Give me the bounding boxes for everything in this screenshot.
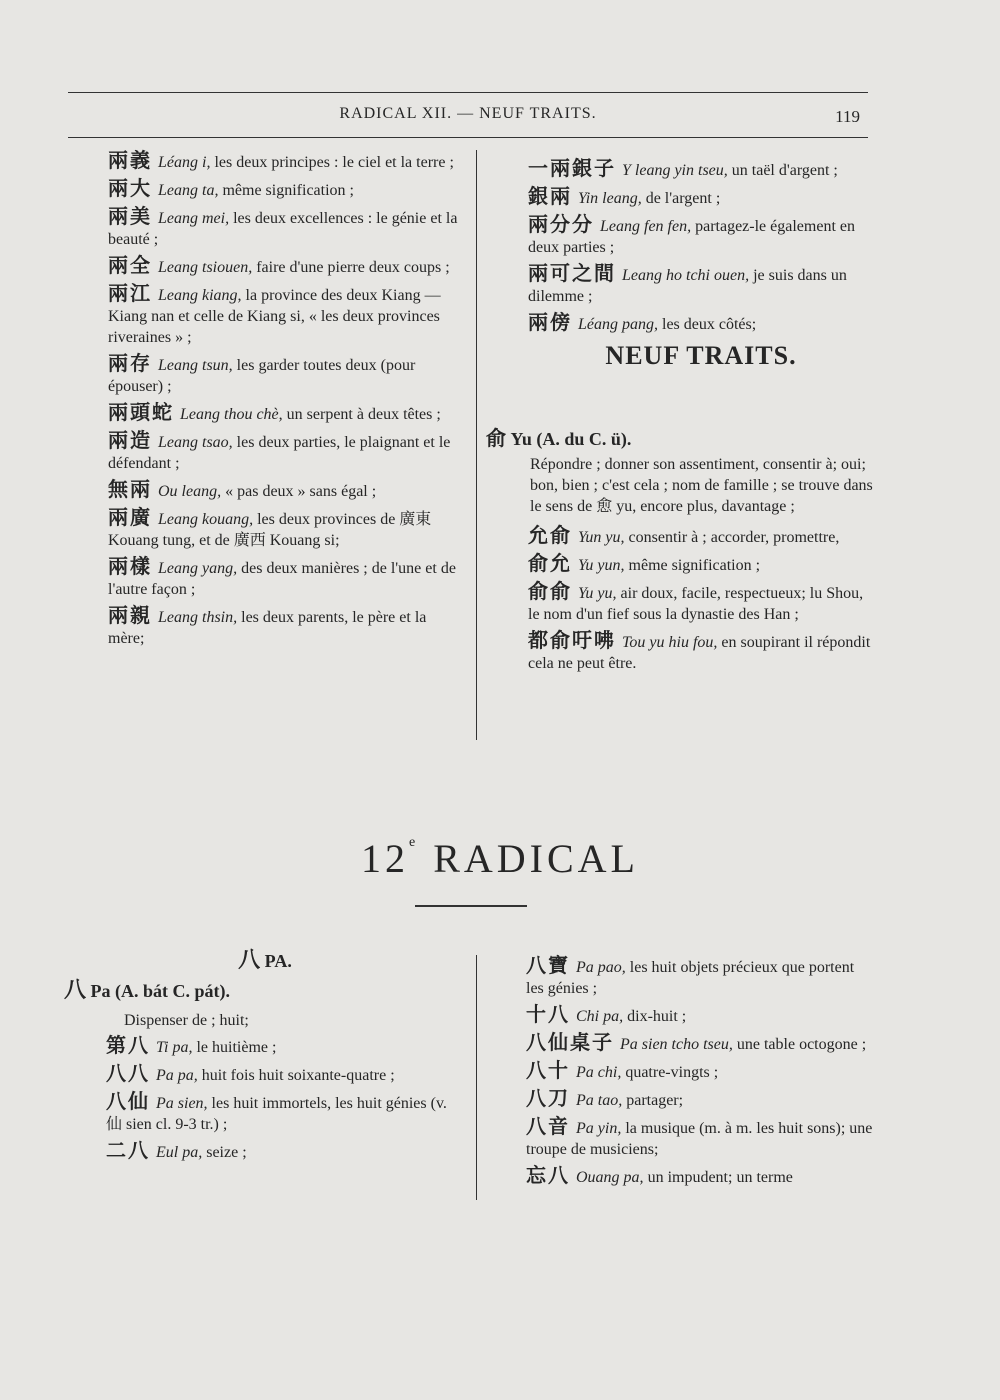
- leang-entry-romanization: Ou leang,: [158, 483, 222, 500]
- leang-entry-characters: 兩大: [108, 176, 152, 200]
- leang-right-entry-romanization: Leang fen fen,: [600, 218, 692, 235]
- yu-entry-romanization: Yu yu,: [578, 585, 617, 602]
- pa-right-entry-definition: dix-huit ;: [623, 1008, 687, 1025]
- pa-right-entry-definition: les huit objets précieux que portent les génies ;: [526, 959, 855, 997]
- pa-right-entry-romanization: Pa pao,: [576, 959, 626, 976]
- leang-entry-definition: les garder toutes deux (pour épouser) ;: [108, 357, 416, 395]
- pa-heading: [64, 950, 466, 972]
- leang-right-entry-characters: 銀兩: [528, 184, 572, 208]
- yu-entry-characters: 都俞吁咈: [528, 628, 616, 652]
- leang-entry-definition: les deux parents, le père et la mère;: [108, 609, 427, 647]
- pa-right-entry-characters: 八刀: [526, 1086, 570, 1110]
- leang-entry-definition: un serpent à deux têtes ;: [282, 406, 441, 423]
- leang-entry: [108, 206, 466, 250]
- pa-left-entry-romanization: Ti pa,: [156, 1039, 193, 1056]
- yu-entry-characters: 允俞: [528, 523, 572, 547]
- leang-entry-definition: les deux provinces de 廣東 Kouang tung, et de 廣西 Kouang si;: [108, 511, 432, 549]
- upper-right-column: [528, 158, 874, 374]
- leang-right-entry-romanization: Léang pang,: [578, 316, 658, 333]
- yu-entry-head: [486, 428, 874, 450]
- pa-right-entry-romanization: Pa sien tcho tseu,: [620, 1036, 733, 1053]
- leang-right-entry-definition: de l'argent ;: [641, 190, 721, 207]
- leang-right-entry: [528, 186, 874, 209]
- yu-character: 俞: [486, 426, 506, 450]
- pa-right-entry: [526, 1116, 874, 1160]
- leang-entry-romanization: Leang kiang,: [158, 287, 242, 304]
- leang-entry-definition: la province des deux Kiang — Kiang nan et celle de Kiang si, « les deux provinces riveraines » ;: [108, 287, 441, 346]
- leang-entry: [108, 605, 466, 649]
- pa-right-entry-definition: la musique (m. à m. les huit sons); une troupe de musiciens;: [526, 1120, 873, 1158]
- pa-entry-text: Pa (A. bát C. pát).: [86, 981, 231, 1001]
- yu-entry-characters: 俞允: [528, 551, 572, 575]
- radical-number: 12: [361, 836, 409, 881]
- running-header: [68, 92, 868, 138]
- leang-right-entry-definition: partagez-le également en deux parties ;: [528, 218, 855, 256]
- yu-entry-definition: air doux, facile, respectueux; lu Shou, le nom d'un fief sous la dynastie des Han ;: [528, 585, 864, 623]
- pa-right-entry-romanization: Ouang pa,: [576, 1169, 644, 1186]
- leang-entry: [108, 150, 466, 173]
- yu-entry-definition: consentir à ; accorder, promettre,: [624, 529, 840, 546]
- lower-right-column: [526, 955, 874, 1193]
- leang-right-entry-characters: 兩傍: [528, 310, 572, 334]
- pa-left-entry: [106, 1035, 466, 1058]
- leang-entry-definition: « pas deux » sans égal ;: [221, 483, 377, 500]
- leang-entry: [108, 178, 466, 201]
- leang-right-entry-definition: un taël d'argent ;: [727, 162, 838, 179]
- leang-entry: [108, 353, 466, 397]
- leang-entry: [108, 402, 466, 425]
- pa-left-entry-romanization: Pa sien,: [156, 1095, 208, 1112]
- leang-entry-romanization: Leang tsun,: [158, 357, 233, 374]
- radical-rule: [415, 905, 527, 907]
- pa-left-entry: [106, 1140, 466, 1163]
- pa-right-entry-definition: partager;: [622, 1092, 684, 1109]
- leang-right-entry: [528, 263, 874, 307]
- leang-entry-characters: 兩親: [108, 603, 152, 627]
- leang-entry-characters: 兩義: [108, 148, 152, 172]
- pa-left-entry: [106, 1063, 466, 1086]
- leang-entry: [108, 430, 466, 474]
- leang-right-entry-romanization: Yin leang,: [578, 190, 642, 207]
- leang-right-entry-romanization: Y leang yin tseu,: [622, 162, 728, 179]
- leang-right-entry-romanization: Leang ho tchi ouen,: [622, 267, 750, 284]
- pa-left-entry-definition: huit fois huit soixante-quatre ;: [197, 1067, 395, 1084]
- leang-entry-definition: faire d'une pierre deux coups ;: [252, 259, 450, 276]
- pa-left-entry: [106, 1091, 466, 1135]
- leang-entry-characters: 兩存: [108, 351, 152, 375]
- pa-left-entry-characters: 第八: [106, 1033, 150, 1057]
- leang-entry-definition: les deux principes : le ciel et la terre ;: [210, 154, 454, 171]
- pa-character: 八: [64, 978, 87, 1003]
- header-title: RADICAL XII. — NEUF TRAITS.: [339, 105, 597, 122]
- pa-right-entry: [526, 1004, 874, 1027]
- leang-entry-definition: les deux parties, le plaignant et le défendant ;: [108, 434, 451, 472]
- pa-right-entry: [526, 1088, 874, 1111]
- pa-heading-text: PA.: [260, 951, 292, 971]
- yu-entry: [528, 525, 874, 548]
- section-heading-neuf-traits: NEUF TRAITS.: [605, 341, 797, 370]
- leang-entry-characters: 兩頭蛇: [108, 400, 174, 424]
- leang-entry: [108, 255, 466, 278]
- leang-right-entry-characters: 兩可之間: [528, 261, 616, 285]
- leang-entry-romanization: Leang tsiouen,: [158, 259, 253, 276]
- leang-entry-definition: des deux manières ; de l'une et de l'autre façon ;: [108, 560, 456, 598]
- pa-right-entry-definition: quatre-vingts ;: [621, 1064, 719, 1081]
- leang-right-entry-definition: les deux côtés;: [658, 316, 757, 333]
- leang-right-entry-characters: 兩分分: [528, 212, 594, 236]
- pa-left-entry-romanization: Pa pa,: [156, 1067, 198, 1084]
- leang-entry-characters: 兩樣: [108, 554, 152, 578]
- leang-right-entry: [528, 214, 874, 258]
- pa-right-entry-romanization: Chi pa,: [576, 1008, 624, 1025]
- pa-right-entry-characters: 八十: [526, 1058, 570, 1082]
- leang-right-entry: [528, 312, 874, 335]
- radical-title: [0, 835, 1000, 882]
- leang-entry-romanization: Leang yang,: [158, 560, 238, 577]
- pa-left-entry-characters: 八仙: [106, 1089, 150, 1113]
- pa-right-entry-definition: un impudent; un terme: [643, 1169, 793, 1186]
- yu-entry-romanization: Tou yu hiu fou,: [622, 634, 718, 651]
- pa-right-entry: [526, 1032, 874, 1055]
- leang-entry-definition: même signification ;: [218, 182, 354, 199]
- yu-entry-characters: 俞俞: [528, 579, 572, 603]
- pa-right-entry-romanization: Pa yin,: [576, 1120, 622, 1137]
- pa-left-entry-definition: seize ;: [202, 1144, 247, 1161]
- yu-head-text: Yu (A. du C. ü).: [506, 429, 632, 449]
- pa-right-entry-definition: une table octogone ;: [732, 1036, 867, 1053]
- pa-heading-character: 八: [238, 948, 261, 973]
- pa-left-entry-characters: 二八: [106, 1138, 150, 1162]
- upper-column-divider: [476, 150, 477, 740]
- upper-left-column: [108, 150, 466, 654]
- pa-entry-head: [64, 980, 466, 1002]
- leang-right-entry-definition: je suis dans un dilemme ;: [528, 267, 847, 305]
- leang-entry-characters: 兩廣: [108, 505, 152, 529]
- yu-entry-definition: en soupirant il répondit cela ne peut être.: [528, 634, 871, 672]
- leang-entry-romanization: Léang i,: [158, 154, 211, 171]
- pa-right-entry-characters: 忘八: [526, 1163, 570, 1187]
- yu-entry: [528, 553, 874, 576]
- leang-entry-romanization: Leang mei,: [158, 210, 230, 227]
- pa-right-entry: [526, 955, 874, 999]
- leang-entry: [108, 283, 466, 348]
- leang-entry-romanization: Leang ta,: [158, 182, 219, 199]
- pa-right-entry-characters: 八音: [526, 1114, 570, 1138]
- yu-entry-romanization: Yun yu,: [578, 529, 625, 546]
- yu-entry-definition: même signification ;: [624, 557, 761, 574]
- leang-entry-romanization: Leang tsao,: [158, 434, 233, 451]
- page-number: 119: [835, 107, 860, 126]
- pa-right-entry-romanization: Pa tao,: [576, 1092, 623, 1109]
- yu-section: [486, 428, 874, 679]
- leang-entry-characters: 無兩: [108, 477, 152, 501]
- leang-entry-characters: 兩全: [108, 253, 152, 277]
- radical-ordinal: e: [409, 835, 420, 850]
- yu-entry: [528, 581, 874, 625]
- pa-right-entry-romanization: Pa chi,: [576, 1064, 622, 1081]
- pa-right-entry: [526, 1165, 874, 1188]
- leang-entry-definition: les deux excellences : le génie et la beauté ;: [108, 210, 458, 248]
- lower-column-divider: [476, 955, 477, 1200]
- leang-entry-characters: 兩江: [108, 281, 152, 305]
- leang-entry-romanization: Leang thou chè,: [180, 406, 283, 423]
- pa-right-entry-characters: 八寶: [526, 953, 570, 977]
- leang-entry-romanization: Leang thsin,: [158, 609, 238, 626]
- leang-entry-characters: 兩造: [108, 428, 152, 452]
- lower-left-column: [64, 950, 466, 1168]
- yu-definition: Répondre ; donner son assentiment, consentir à; oui; bon, bien ; c'est cela ; nom de famille ; se trouve dans le sens de 愈 yu, encore plus, davantage ;: [530, 456, 873, 515]
- leang-right-entry-characters: 一兩銀子: [528, 156, 616, 180]
- pa-right-entry-characters: 十八: [526, 1002, 570, 1026]
- leang-entry-romanization: Leang kouang,: [158, 511, 254, 528]
- pa-left-entry-characters: 八八: [106, 1061, 150, 1085]
- leang-entry-characters: 兩美: [108, 204, 152, 228]
- pa-definition: Dispenser de ; huit;: [124, 1012, 249, 1029]
- pa-left-entry-definition: le huitième ;: [192, 1039, 277, 1056]
- leang-right-entry: [528, 158, 874, 181]
- yu-entry: [528, 630, 874, 674]
- leang-entry: [108, 556, 466, 600]
- pa-right-entry: [526, 1060, 874, 1083]
- pa-left-entry-definition: les huit immortels, les huit génies (v. 仙 sien cl. 9-3 tr.) ;: [106, 1095, 447, 1133]
- yu-entry-romanization: Yu yun,: [578, 557, 625, 574]
- leang-entry: [108, 479, 466, 502]
- leang-entry: [108, 507, 466, 551]
- pa-left-entry-romanization: Eul pa,: [156, 1144, 203, 1161]
- radical-word: RADICAL: [433, 836, 639, 881]
- pa-right-entry-characters: 八仙桌子: [526, 1030, 614, 1054]
